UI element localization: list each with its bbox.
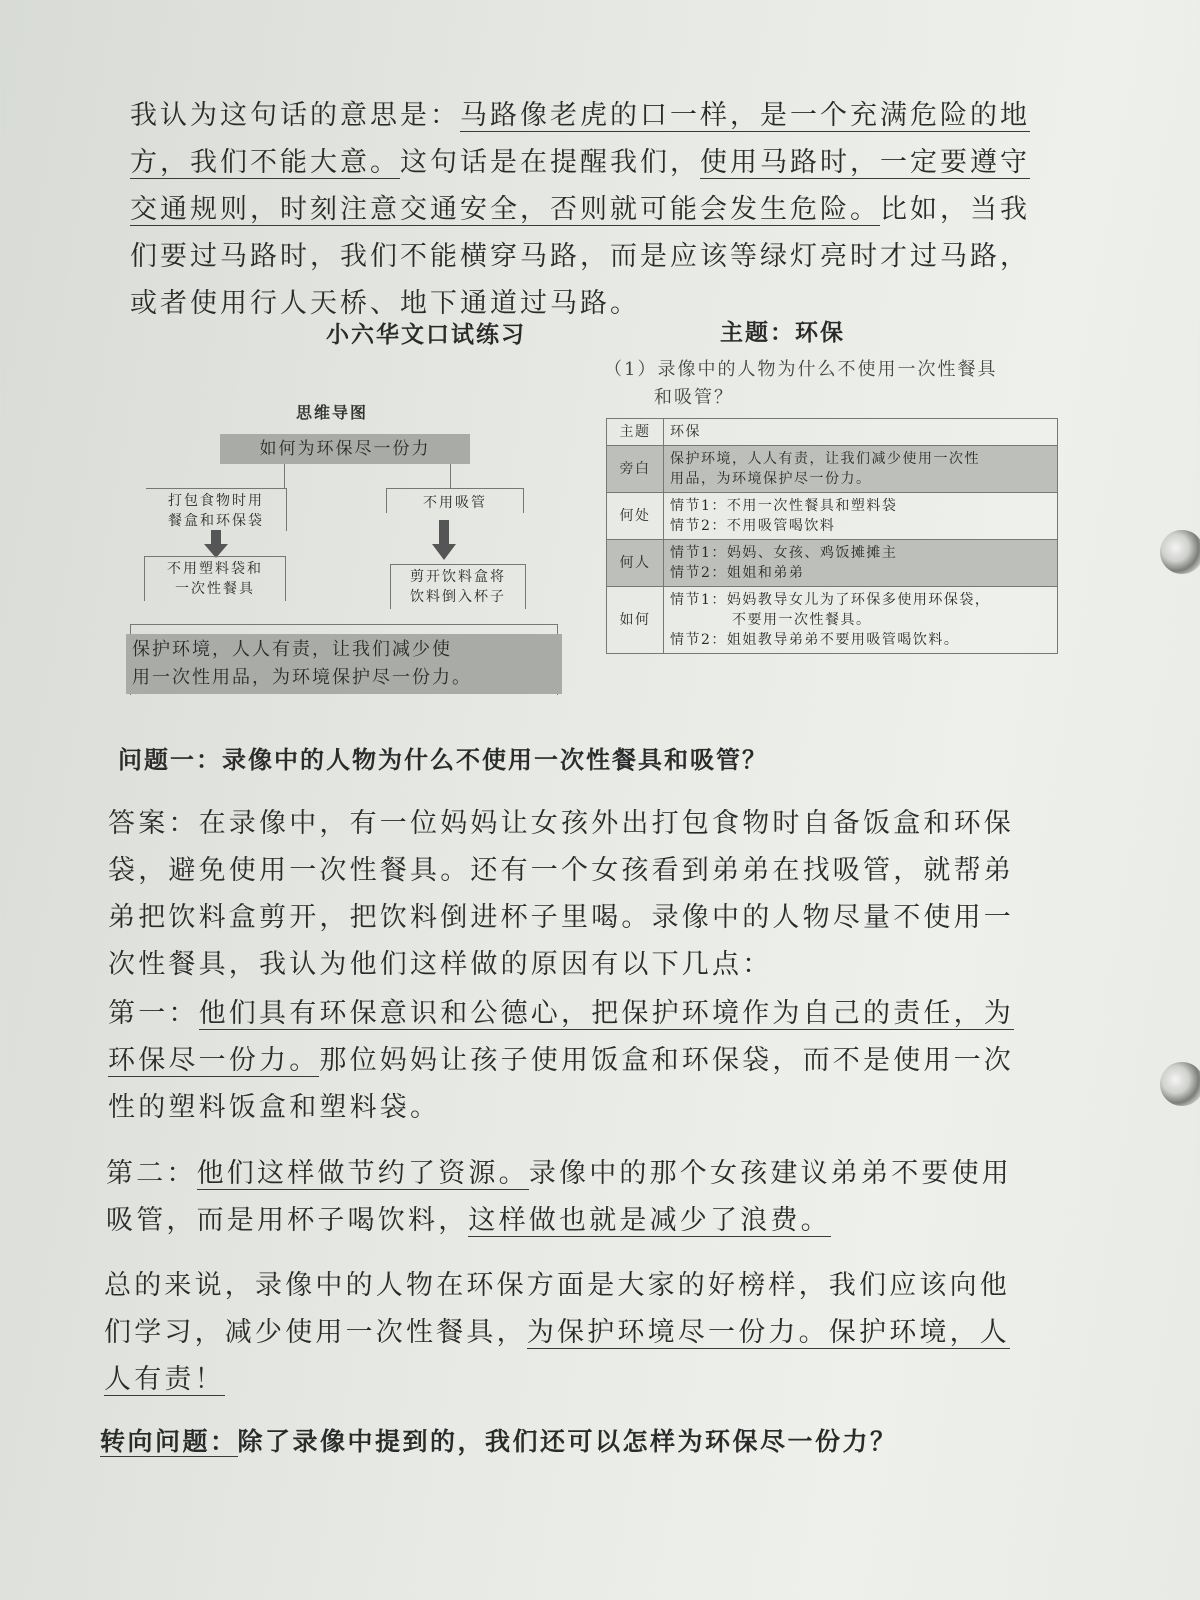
table-cell-line: 情节1：妈妈、女孩、鸡饭摊摊主 [670, 545, 898, 561]
text-line [104, 1262, 1010, 1309]
text-line [130, 139, 1030, 186]
turn-question-label: 转向问题： [100, 1427, 238, 1456]
text-line [104, 1356, 1010, 1403]
table-row-header: 主题 [607, 419, 664, 446]
table-row [607, 540, 1058, 587]
text-line [108, 894, 1014, 941]
text-segment: 第二： [106, 1158, 197, 1189]
text-segment: 第一： [108, 998, 199, 1029]
table-row [607, 419, 1058, 446]
text-line [108, 941, 1014, 988]
table-cell-line: 情节1：不用一次性餐具和塑料袋 [670, 498, 898, 514]
answer-paragraph [108, 800, 1014, 988]
mindmap-left-top-line1: 打包食物时用 [168, 493, 264, 509]
table-cell-line: 环保 [670, 424, 701, 440]
table-cell [664, 493, 1058, 540]
section-title: 小六华文口试练习 [326, 322, 526, 348]
table-row-header: 何处 [607, 493, 664, 540]
mindmap-left-bottom-line1: 不用塑料袋和 [167, 561, 263, 577]
mindmap-summary-line2: 用一次性用品，为环境保护尽一份力。 [132, 667, 472, 688]
text-line [108, 800, 1014, 847]
text-line [108, 847, 1014, 894]
mindmap-left-top [146, 488, 287, 531]
binder-hole [1160, 530, 1200, 574]
text-segment: 总的来说，录像中的人物在环保方面是大家的好榜样，我们应该向他 [104, 1270, 1010, 1301]
table-cell [664, 540, 1058, 587]
text-segment: 比如，当我 [880, 194, 1030, 225]
mindmap-right-top-line1: 不用吸管 [423, 495, 487, 511]
question-small [604, 356, 997, 412]
theme-title: 主题：环保 [720, 320, 845, 346]
table-row-header: 何人 [607, 540, 664, 587]
underlined-text: 方，我们不能大意。 [130, 147, 400, 178]
text-segment: 答案：在录像中，有一位妈妈让女孩外出打包食物时自备饭盒和环保 [108, 808, 1014, 839]
question-one: 问题一：录像中的人物为什么不使用一次性餐具和吸管？ [118, 746, 768, 774]
text-segment: 那位妈妈让孩子使用饭盒和环保袋，而不是使用一次 [319, 1045, 1015, 1076]
mindmap-right-bottom [390, 564, 526, 609]
mindmap-title: 思维导图 [296, 403, 369, 422]
table-cell-line: 不要用一次性餐具。 [670, 612, 872, 628]
point-two-paragraph [106, 1150, 1012, 1244]
underlined-text: 交通规则，时刻注意交通安全，否则就可能会发生危险。 [130, 194, 880, 225]
table-row [607, 587, 1058, 654]
underlined-text: 这样做也就是减少了浪费。 [468, 1205, 831, 1236]
table-cell [664, 587, 1058, 654]
text-line [104, 1309, 1010, 1356]
text-line [106, 1150, 1012, 1197]
underlined-text: 他们具有环保意识和公德心，把保护环境作为自己的责任，为 [198, 998, 1015, 1029]
mindmap-summary [126, 634, 562, 694]
question-small-line2: 和吸管？ [654, 387, 734, 408]
text-segment: 性的塑料饭盒和塑料袋。 [108, 1092, 441, 1123]
mindmap-connector-left [284, 464, 285, 488]
text-segment: 吸管，而是用杯子喝饮料， [106, 1205, 469, 1236]
underlined-text: 为保护环境尽一份力。保护环境，人 [526, 1317, 1011, 1348]
mindmap-root: 如何为环保尽一份力 [220, 434, 470, 464]
text-line [130, 280, 1030, 327]
text-segment: 或者使用行人天桥、地下通道过马路。 [130, 288, 640, 319]
mindmap-right-bottom-line1: 剪开饮料盒将 [410, 569, 506, 585]
down-arrow-icon [204, 530, 228, 558]
text-line [130, 186, 1030, 233]
table-cell [664, 419, 1058, 446]
underlined-text: 马路像老虎的口一样，是一个充满危险的地 [460, 100, 1030, 131]
table-cell-line: 情节2：姐姐教导弟弟不要用吸管喝饮料。 [670, 632, 960, 648]
point-one-paragraph [108, 990, 1014, 1131]
text-line [130, 92, 1030, 139]
table-row [607, 446, 1058, 493]
mindmap-left-top-line2: 餐盒和环保袋 [168, 513, 264, 529]
table-cell-line: 情节1：妈妈教导女儿为了环保多使用环保袋， [670, 592, 991, 608]
underlined-text: 使用马路时，一定要遵守 [700, 147, 1030, 178]
text-segment: 我认为这句话的意思是： [130, 100, 460, 131]
underlined-text: 人有责！ [104, 1364, 225, 1395]
text-line [130, 233, 1030, 280]
conclusion-paragraph [104, 1262, 1010, 1403]
table-cell-line: 用品，为环境保护尽一份力。 [670, 471, 872, 487]
mindmap-right-top [386, 488, 524, 513]
binder-hole [1160, 1062, 1200, 1106]
down-arrow-icon [432, 520, 456, 560]
mindmap-connector-right [450, 464, 451, 488]
text-segment: 们学习，减少使用一次性餐具， [104, 1317, 527, 1348]
mindmap-right-bottom-line2: 饮料倒入杯子 [410, 589, 506, 605]
table-row-header: 如何 [607, 587, 664, 654]
table-cell-line: 情节2：不用吸管喝饮料 [670, 518, 836, 534]
mindmap-left-bottom [144, 556, 286, 601]
turn-question-text: 除了录像中提到的，我们还可以怎样为环保尽一份力？ [237, 1427, 898, 1456]
mindmap [120, 398, 560, 708]
text-segment: 们要过马路时，我们不能横穿马路，而是应该等绿灯亮时才过马路， [130, 241, 1030, 272]
text-line [108, 1037, 1014, 1084]
text-segment: 袋，避免使用一次性餐具。还有一个女孩看到弟弟在找吸管，就帮弟 [108, 855, 1014, 886]
table-cell-line: 保护环境，人人有责，让我们减少使用一次性 [670, 451, 980, 467]
turn-question [100, 1422, 898, 1458]
text-line [108, 990, 1014, 1037]
table-row [607, 493, 1058, 540]
text-segment: 这句话是在提醒我们， [400, 147, 700, 178]
text-segment: 次性餐具，我认为他们这样做的原因有以下几点： [108, 949, 773, 980]
question-small-line1: （1）录像中的人物为什么不使用一次性餐具 [604, 359, 998, 380]
text-segment: 录像中的那个女孩建议弟弟不要使用 [528, 1158, 1013, 1189]
table-row-header: 旁白 [607, 446, 664, 493]
text-line [108, 1084, 1014, 1131]
underlined-text: 他们这样做节约了资源。 [196, 1158, 529, 1189]
mindmap-left-bottom-line2: 一次性餐具 [175, 581, 255, 597]
text-line [106, 1197, 1012, 1244]
mindmap-summary-line1: 保护环境，人人有责，让我们减少使 [132, 639, 452, 660]
table-cell-line: 情节2：姐姐和弟弟 [670, 565, 805, 581]
info-table [606, 418, 1058, 654]
text-segment: 弟把饮料盒剪开，把饮料倒进杯子里喝。录像中的人物尽量不使用一 [108, 902, 1014, 933]
intro-paragraph [130, 92, 1030, 327]
table-cell [664, 446, 1058, 493]
underlined-text: 环保尽一份力。 [108, 1045, 320, 1076]
